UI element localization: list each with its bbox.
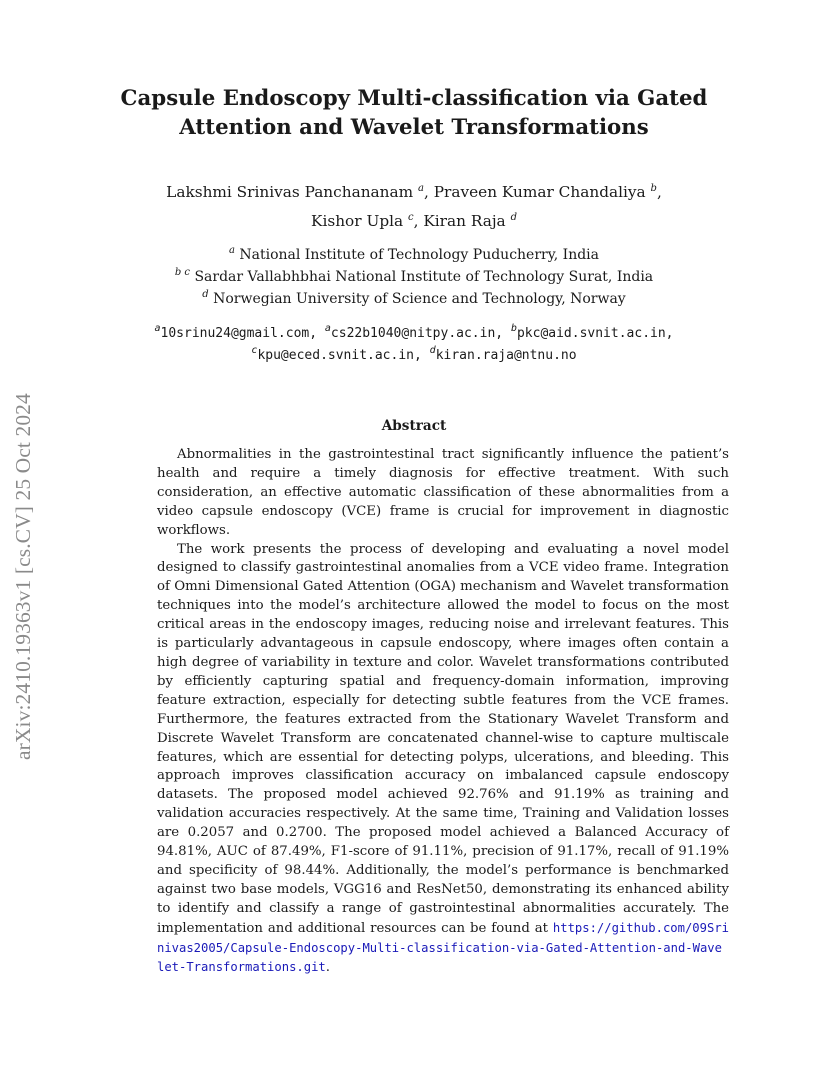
abstract-heading: Abstract [381,418,447,434]
email-address[interactable]: 10srinu24@gmail.com, [160,326,318,341]
affiliation-item: $^a$ National Institute of Technology Puducherry, India [228,245,600,263]
abstract-paragraph-1: Abnormalities in the gastrointestinal tract significantly influence the patient’s health and require a timely diagnosis for effective treatment. With such consideration, an effective automatic classification of these abnormalities from a video capsule endoscopy (VCE) frame is crucial for improvement in diagnostic workflows. [157,447,729,538]
affiliation-item: $^{b c}$ Sardar Vallabhbhai National Institute of Technology Surat, India [174,267,654,285]
email-line-1: $^a$10srinu24@gmail.com, $^a$cs22b1040@nitpy.ac.in, $^b$pkc@aid.svnit.ac.in, [154,323,674,341]
affiliation-list [0,245,828,311]
author-name: Praveen Kumar Chandaliya [433,183,646,201]
title-line-2: Attention and Wavelet Transformations [179,115,649,140]
title-line-1: Capsule Endoscopy Multi-classification via Gated [120,86,708,111]
email-address[interactable]: kpu@eced.svnit.ac.in, [257,348,422,363]
author-affiliation-mark: c [408,212,414,223]
author-name: Kiran Raja [423,212,506,230]
email-line-2: $^c$kpu@eced.svnit.ac.in, $^d$kiran.raja@ntnu.no [251,345,577,363]
repository-link[interactable]: https://github.com/09Srinivas2005/Capsule-Endoscopy-Multi-classification-via-Gated-Attention-and-Wavelet-Transformations.git [157,920,729,975]
email-address[interactable]: cs22b1040@nitpy.ac.in, [330,326,504,341]
author-name: Kishor Upla [311,212,404,230]
email-address[interactable]: pkc@aid.svnit.ac.in, [516,326,674,341]
author-line-1: Lakshmi Srinivas Panchananam $^a$, Praveen Kumar Chandaliya $^b$, [166,183,662,201]
author-affiliation-mark: b [650,183,657,194]
arxiv-identifier-stamp: arXiv:2410.19363v1 [cs.CV] 25 Oct 2024 [11,393,35,760]
author-name: Lakshmi Srinivas Panchananam [166,183,414,201]
affiliation-item: $^d$ Norwegian University of Science and Technology, Norway [202,289,626,307]
email-address[interactable]: kiran.raja@ntnu.no [435,348,577,363]
author-line-2: Kishor Upla $^c$, Kiran Raja $^d$ [311,212,517,230]
author-list [0,179,828,237]
author-affiliation-mark: a [418,183,424,194]
paper-title [0,84,828,142]
email-list [0,323,828,367]
abstract-body [157,446,729,978]
author-affiliation-mark: d [510,212,517,223]
abstract-paragraph-2: The work presents the process of developing and evaluating a novel model designed to classify gastrointestinal anomalies from a VCE video frame. Integration of Omni Dimensional Gated Attention (OGA) mechanism and Wavelet transformation techniques into the model’s architecture allowed the model to focus on the most critical areas in the endoscopy images, reducing noise and irrelevant features. This is particularly advantageous in capsule endoscopy, where images often contain a high degree of variability in texture and color. Wavelet transformations contributed by efficiently capturing spatial and frequency-domain information, improving feature extraction, especially for detecting subtle features from the VCE frames. Furthermore, the features extracted from the Stationary Wavelet Transform and Discrete Wavelet Transform are concatenated channel-wise to capture multiscale features, which are essential for detecting polyps, ulcerations, and bleeding. This approach improves classification accuracy on imbalanced capsule endoscopy datasets. The proposed model achieved 92.76% and 91.19% as training and validation accuracies respectively. At the same time, Training and Validation losses are 0.2057 and 0.2700. The proposed model achieved a Balanced Accuracy of 94.81%, AUC of 87.49%, F1-score of 91.11%, precision of 91.17%, recall of 91.19% and specificity of 98.44%. Additionally, the model’s performance is benchmarked against two base models, VGG16 and ResNet50, demonstrating its enhanced ability to identify and classify a range of gastrointestinal abnormalities accurately. The implementation and additional resources can be found at https://github.com/09Srinivas2005/Capsule-Endoscopy-Multi-classification-via-Gated-Attention-and-Wavelet-Transformations.git. [157,541,729,976]
